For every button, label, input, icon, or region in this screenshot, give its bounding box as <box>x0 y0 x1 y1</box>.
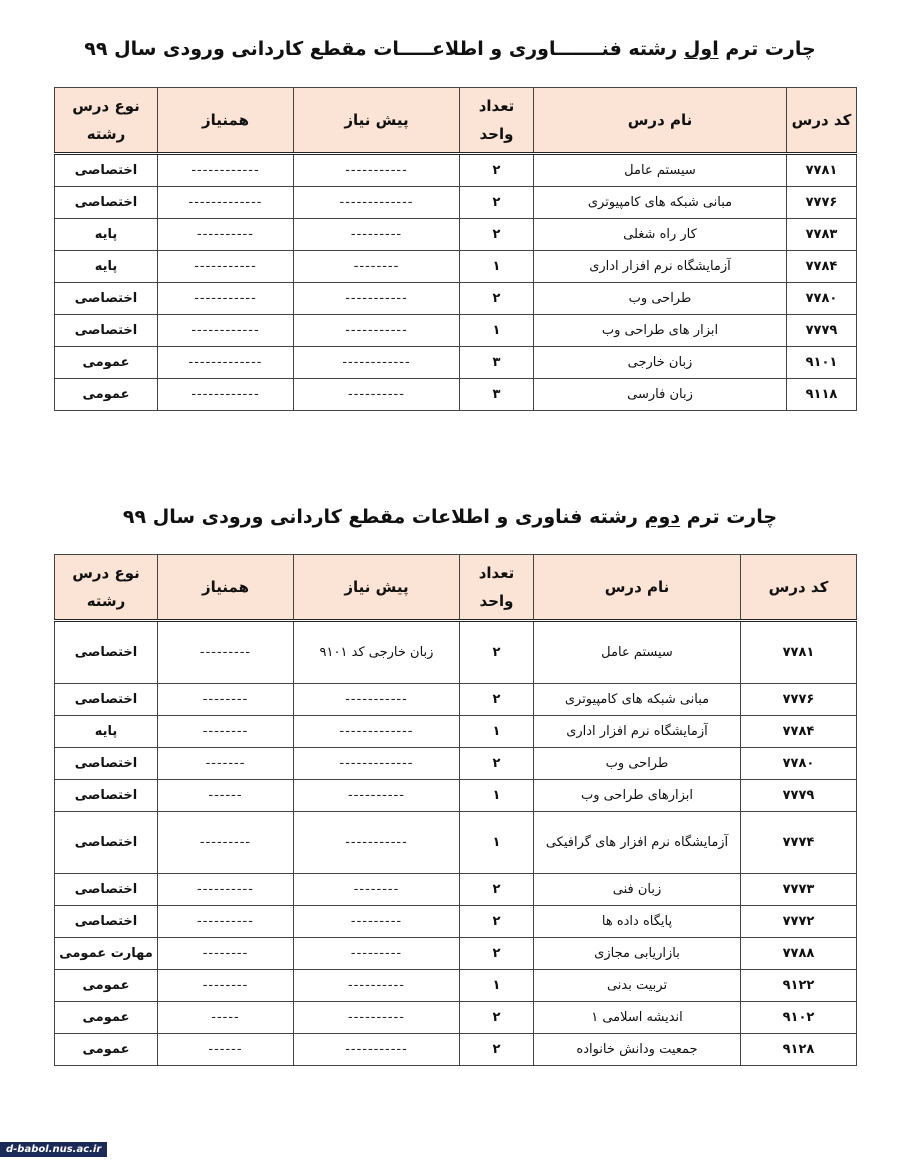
cell-corequisite: ---------- <box>158 219 294 251</box>
cell-course-name: بازاریابی مجازی <box>534 938 741 970</box>
cell-course-name: پایگاه داده ها <box>534 906 741 938</box>
cell-units: ۲ <box>460 219 534 251</box>
table-row <box>55 315 857 347</box>
table-row <box>55 283 857 315</box>
cell-course-name: سیستم عامل <box>534 621 741 684</box>
cell-corequisite: ---------- <box>158 874 294 906</box>
cell-course-name: آزمایشگاه نرم افزار اداری <box>534 716 741 748</box>
cell-code: ۷۷۷۹ <box>787 315 857 347</box>
cell-prerequisite: ---------- <box>294 379 460 411</box>
cell-course-name: آزمایشگاه نرم افزار اداری <box>534 251 787 283</box>
cell-prerequisite: ----------- <box>294 283 460 315</box>
cell-course-name: تربیت بدنی <box>534 970 741 1002</box>
cell-code: ۷۷۸۰ <box>787 283 857 315</box>
cell-course-name: سیستم عامل <box>534 154 787 187</box>
cell-code: ۹۱۱۸ <box>787 379 857 411</box>
cell-code: ۹۱۲۸ <box>741 1034 857 1066</box>
header-name: نام درس <box>534 88 787 154</box>
cell-course-name: جمعیت ودانش خانواده <box>534 1034 741 1066</box>
table-header-row <box>55 555 857 621</box>
table-row <box>55 970 857 1002</box>
cell-code: ۹۱۰۲ <box>741 1002 857 1034</box>
cell-corequisite: --------- <box>158 812 294 874</box>
table-body <box>55 621 857 1066</box>
title-suffix: رشته فناوری و اطلاعات مقطع کاردانی ورودی سال ۹۹ <box>122 506 645 528</box>
cell-units: ۳ <box>460 379 534 411</box>
cell-course-name: کار راه شغلی <box>534 219 787 251</box>
cell-course-type: اختصاصی <box>55 283 158 315</box>
cell-prerequisite: ----------- <box>294 684 460 716</box>
table-header-row <box>55 88 857 154</box>
cell-corequisite: ----------- <box>158 283 294 315</box>
cell-prerequisite: --------- <box>294 219 460 251</box>
cell-course-name: ابزارهای طراحی وب <box>534 780 741 812</box>
cell-course-type: اختصاصی <box>55 780 158 812</box>
cell-units: ۲ <box>460 748 534 780</box>
cell-prerequisite: ----------- <box>294 1034 460 1066</box>
cell-course-type: عمومی <box>55 379 158 411</box>
cell-prerequisite: ------------ <box>294 347 460 379</box>
cell-units: ۲ <box>460 154 534 187</box>
cell-units: ۲ <box>460 283 534 315</box>
cell-corequisite: --------- <box>158 621 294 684</box>
cell-units: ۲ <box>460 684 534 716</box>
cell-units: ۲ <box>460 938 534 970</box>
table-row <box>55 812 857 874</box>
cell-course-type: اختصاصی <box>55 315 158 347</box>
cell-course-type: اختصاصی <box>55 748 158 780</box>
chart-title-term-2 <box>0 506 900 528</box>
cell-code: ۷۷۸۴ <box>741 716 857 748</box>
cell-prerequisite: ------------- <box>294 748 460 780</box>
table-row <box>55 187 857 219</box>
cell-prerequisite: ------------- <box>294 187 460 219</box>
cell-corequisite: -------- <box>158 716 294 748</box>
cell-units: ۱ <box>460 780 534 812</box>
header-type: نوع درس رشته <box>55 88 158 154</box>
cell-course-type: اختصاصی <box>55 621 158 684</box>
table-row <box>55 1002 857 1034</box>
table-row <box>55 621 857 684</box>
cell-corequisite: -------- <box>158 684 294 716</box>
cell-corequisite: ------------- <box>158 347 294 379</box>
header-code: کد درس <box>741 555 857 621</box>
cell-corequisite: ---------- <box>158 906 294 938</box>
table-row <box>55 251 857 283</box>
cell-course-name: مبانی شبکه های کامپیوتری <box>534 187 787 219</box>
cell-course-type: پایه <box>55 219 158 251</box>
cell-corequisite: ------------ <box>158 315 294 347</box>
cell-course-name: زبان خارجی <box>534 347 787 379</box>
table-row <box>55 347 857 379</box>
cell-units: ۱ <box>460 812 534 874</box>
cell-code: ۹۱۰۱ <box>787 347 857 379</box>
cell-prerequisite: -------- <box>294 874 460 906</box>
cell-prerequisite: زبان خارجی کد ۹۱۰۱ <box>294 621 460 684</box>
cell-corequisite: ------------ <box>158 154 294 187</box>
cell-course-type: اختصاصی <box>55 684 158 716</box>
title-term: اول <box>683 38 719 60</box>
table-row <box>55 780 857 812</box>
cell-corequisite: ------------- <box>158 187 294 219</box>
cell-code: ۷۷۸۴ <box>787 251 857 283</box>
title-prefix: چارت ترم <box>680 506 778 528</box>
title-prefix: چارت ترم <box>718 38 816 60</box>
cell-code: ۷۷۷۳ <box>741 874 857 906</box>
cell-prerequisite: --------- <box>294 906 460 938</box>
table-row <box>55 684 857 716</box>
cell-code: ۷۷۷۲ <box>741 906 857 938</box>
table-row <box>55 219 857 251</box>
cell-units: ۱ <box>460 970 534 1002</box>
cell-course-type: عمومی <box>55 347 158 379</box>
header-coreq: همنیاز <box>158 88 294 154</box>
cell-course-type: عمومی <box>55 1034 158 1066</box>
cell-course-name: اندیشه اسلامی ۱ <box>534 1002 741 1034</box>
cell-course-type: اختصاصی <box>55 187 158 219</box>
cell-prerequisite: -------- <box>294 251 460 283</box>
cell-code: ۷۷۷۶ <box>741 684 857 716</box>
cell-course-type: اختصاصی <box>55 812 158 874</box>
cell-corequisite: ------ <box>158 780 294 812</box>
header-type: نوع درس رشته <box>55 555 158 621</box>
table-row <box>55 379 857 411</box>
cell-code: ۷۷۸۳ <box>787 219 857 251</box>
header-prereq: پیش نیاز <box>294 555 460 621</box>
table-row <box>55 716 857 748</box>
cell-course-type: عمومی <box>55 1002 158 1034</box>
cell-corequisite: ------------ <box>158 379 294 411</box>
cell-course-type: عمومی <box>55 970 158 1002</box>
cell-course-type: اختصاصی <box>55 874 158 906</box>
cell-course-type: پایه <box>55 251 158 283</box>
cell-course-name: ابزار های طراحی وب <box>534 315 787 347</box>
cell-prerequisite: ---------- <box>294 1002 460 1034</box>
cell-units: ۲ <box>460 1034 534 1066</box>
header-prereq: پیش نیاز <box>294 88 460 154</box>
cell-code: ۷۷۷۶ <box>787 187 857 219</box>
cell-prerequisite: ----------- <box>294 812 460 874</box>
cell-corequisite: ----- <box>158 1002 294 1034</box>
cell-corequisite: ------ <box>158 1034 294 1066</box>
cell-prerequisite: ----------- <box>294 154 460 187</box>
table-row <box>55 748 857 780</box>
cell-course-name: آزمایشگاه نرم افزار های گرافیکی <box>534 812 741 874</box>
cell-units: ۳ <box>460 347 534 379</box>
header-coreq: همنیاز <box>158 555 294 621</box>
site-watermark: d-babol.nus.ac.ir <box>0 1142 107 1157</box>
cell-code: ۷۷۷۴ <box>741 812 857 874</box>
table-row <box>55 906 857 938</box>
table-row <box>55 154 857 187</box>
cell-units: ۲ <box>460 1002 534 1034</box>
cell-code: ۹۱۲۲ <box>741 970 857 1002</box>
title-term: دوم <box>644 506 681 528</box>
cell-code: ۷۷۸۱ <box>787 154 857 187</box>
cell-corequisite: -------- <box>158 970 294 1002</box>
cell-prerequisite: ---------- <box>294 780 460 812</box>
cell-course-name: مبانی شبکه های کامپیوتری <box>534 684 741 716</box>
cell-units: ۲ <box>460 906 534 938</box>
cell-course-type: اختصاصی <box>55 906 158 938</box>
cell-course-name: طراحی وب <box>534 748 741 780</box>
cell-units: ۲ <box>460 187 534 219</box>
cell-prerequisite: ----------- <box>294 315 460 347</box>
cell-code: ۷۷۸۱ <box>741 621 857 684</box>
cell-prerequisite: ------------- <box>294 716 460 748</box>
header-units: تعداد واحد <box>460 555 534 621</box>
table-row <box>55 874 857 906</box>
cell-course-type: مهارت عمومی <box>55 938 158 970</box>
chart-title-term-1 <box>0 38 900 60</box>
cell-code: ۷۷۷۹ <box>741 780 857 812</box>
cell-units: ۲ <box>460 621 534 684</box>
cell-course-name: طراحی وب <box>534 283 787 315</box>
cell-units: ۱ <box>460 315 534 347</box>
header-units: تعداد واحد <box>460 88 534 154</box>
cell-code: ۷۷۸۰ <box>741 748 857 780</box>
cell-units: ۱ <box>460 251 534 283</box>
header-name: نام درس <box>534 555 741 621</box>
cell-prerequisite: ---------- <box>294 970 460 1002</box>
title-suffix: رشته فنـــــــاوری و اطلاعـــــات مقطع کاردانی ورودی سال ۹۹ <box>84 38 684 60</box>
table-body <box>55 154 857 411</box>
table-row <box>55 938 857 970</box>
table-row <box>55 1034 857 1066</box>
course-table-term-2 <box>54 554 857 1066</box>
cell-code: ۷۷۸۸ <box>741 938 857 970</box>
cell-corequisite: -------- <box>158 938 294 970</box>
cell-course-type: پایه <box>55 716 158 748</box>
cell-corequisite: ------- <box>158 748 294 780</box>
cell-units: ۲ <box>460 874 534 906</box>
cell-course-name: زبان فارسی <box>534 379 787 411</box>
cell-course-type: اختصاصی <box>55 154 158 187</box>
cell-corequisite: ----------- <box>158 251 294 283</box>
cell-course-name: زبان فنی <box>534 874 741 906</box>
header-code: کد درس <box>787 88 857 154</box>
course-table-term-1 <box>54 87 857 411</box>
cell-prerequisite: --------- <box>294 938 460 970</box>
cell-units: ۱ <box>460 716 534 748</box>
